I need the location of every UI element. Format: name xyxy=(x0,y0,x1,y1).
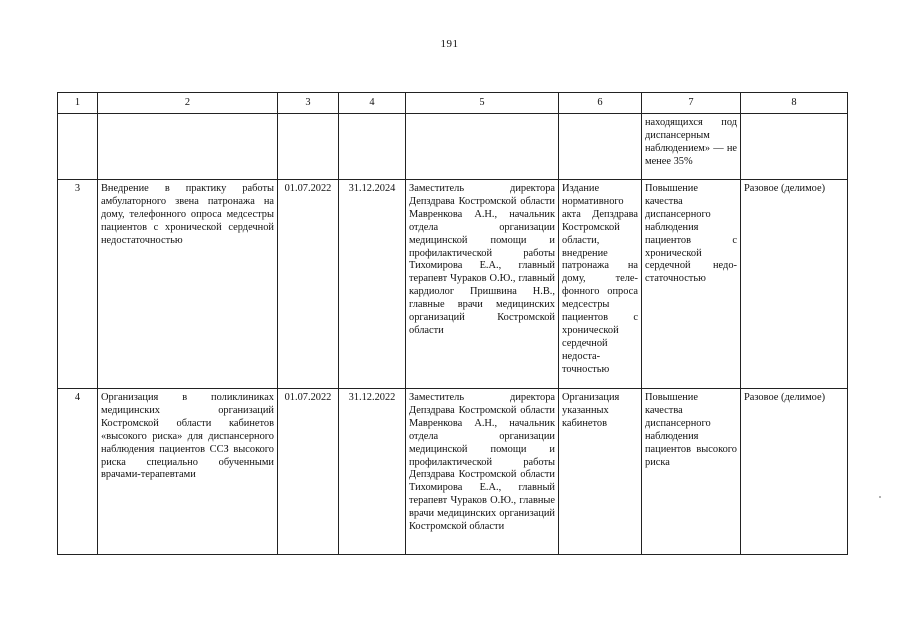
table-row xyxy=(58,389,848,555)
result-cell: Издание нормативного акта Депздрава Костромской области, внедрение патронажа на дому, телефонного опроса медсестры пациентов с хронической сердечной недостаточностью xyxy=(559,180,642,389)
continuation-row xyxy=(58,114,848,180)
result-cell: Организация указанных кабинетов xyxy=(559,389,642,555)
header-cell: 6 xyxy=(559,93,642,114)
type-cell: Разовое (делимое) xyxy=(741,180,848,389)
action-plan-table xyxy=(57,92,848,555)
start-date-cell: 01.07.2022 xyxy=(278,389,339,555)
row-number-cell: 3 xyxy=(58,180,98,389)
type-cell: Разовое (делимое) xyxy=(741,389,848,555)
empty-cell xyxy=(339,114,406,180)
row-number-cell: 4 xyxy=(58,389,98,555)
empty-cell xyxy=(406,114,559,180)
header-cell: 7 xyxy=(642,93,741,114)
header-cell: 4 xyxy=(339,93,406,114)
start-date-cell: 01.07.2022 xyxy=(278,180,339,389)
activity-cell: Организация в поликлиниках медицинских организаций Костромской области кабинетов «высокого риска» для диспансерного наблюдения пациентов ССЗ высокого риска специально обученными врачами-терапевтами xyxy=(98,389,278,555)
responsible-cell: Заместитель директора Депздрава Костромской области Мавренкова А.Н., начальник отдела организации медицинской помощи и профилактической работы Депздрава Костромской области Тихомирова Е.А., главный терапевт Чураков О.Ю., главные врачи медицинских организаций Костромской области xyxy=(406,389,559,555)
indicator-continuation-cell: находящихся под диспансерным наблюдением» — не менее 35% xyxy=(642,114,741,180)
header-cell: 5 xyxy=(406,93,559,114)
scan-dot xyxy=(879,496,881,498)
responsible-cell: Заместитель директора Депздрава Костромской области Мавренкова А.Н., начальник отдела организации медицинской помощи и профилактической работы Тихомирова Е.А., главный терапевт Чураков О.Ю., главный кардиолог Пришвина Н.В., главные врачи медицинских организаций Костромской области xyxy=(406,180,559,389)
header-cell: 3 xyxy=(278,93,339,114)
header-cell: 1 xyxy=(58,93,98,114)
end-date-cell: 31.12.2022 xyxy=(339,389,406,555)
empty-cell xyxy=(559,114,642,180)
indicator-cell: Повышение качества диспансерного наблюдения пациентов высокого риска xyxy=(642,389,741,555)
column-number-header xyxy=(58,93,848,114)
activity-cell: Внедрение в практику работы амбулаторного звена патронажа на дому, телефонного опроса медсестры пациентов с хронической сердечной недостаточностью xyxy=(98,180,278,389)
empty-cell xyxy=(278,114,339,180)
end-date-cell: 31.12.2024 xyxy=(339,180,406,389)
table-row xyxy=(58,180,848,389)
page-number: 191 xyxy=(440,38,459,50)
indicator-cell: Повышение качества диспансерного наблюдения пациентов с хронической сердечной недостаточностью xyxy=(642,180,741,389)
header-cell: 2 xyxy=(98,93,278,114)
empty-cell xyxy=(58,114,98,180)
empty-cell xyxy=(98,114,278,180)
empty-cell xyxy=(741,114,848,180)
header-cell: 8 xyxy=(741,93,848,114)
